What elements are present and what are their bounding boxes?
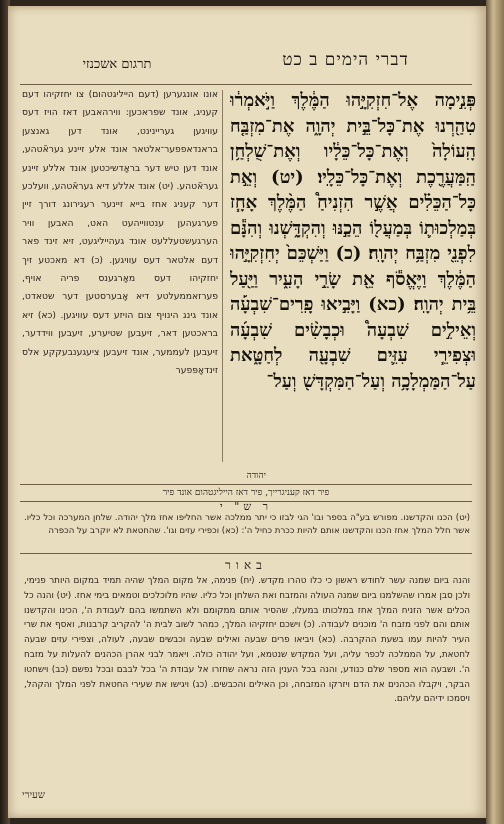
section-rule (20, 553, 472, 554)
catchword: יהודה (246, 471, 266, 481)
translation-continuation-line: פיר דאז קעניגרייך, פיר דאז הייליגטהום אונד פיר (20, 484, 472, 502)
biur-heading: באור (225, 558, 267, 572)
rashi-commentary: (יט) הכנו והקדשנו. מפורש בע"ה בספר ובו' הגי לבזו כי יתר ממלכה אשר החליפו אחז מלך יהודה. שלחן המערכה וכל כליו. אשר חלל המלך אחז הכנו והקדשנו אותם להיות ככרת כחיל ה': (כא) וכפירי עזים וגו'. שהחטאת לא יוקרב על הכפרה (24, 513, 470, 537)
running-title: דברי הימים ב כט (282, 50, 409, 70)
biur-commentary: והנה ביום שמנה עשר לחודש ראשון כי כלו טהרו מקדש. (יח) פנימה, אל מקום המלך שהיה תמיד במקום היותר פנימי, ולכן סבן אמרו שהשלמנו ביום שמנה העולה והמזבח ואת השלחן וכל כליו. שהיו מלוכלכים וטמאים בימי אחז. (יט) והנה כל הכלים אשר הזניח המלך אחז במלכותו במעלו, שהסיר אותם ממקומם ולא השתמשו בהם לעבודת ה', הכינו והקדשנו אותם והם לפני מזבח ה' מוכנים לעבודה. (כ) וישכם יחזקיהו המלך, כמהר לשוב לבית ה' להקריב קרבנות, ואסף את שרי העיר להיות עמו בשעת ההקרבה. (כא) ויביאו פרים שבעה ואילים שבעה וכבשים שבעה, לעולה, וצפירי עזים שבעה לחטאת, על הממלכה לכפר עליה, ועל המקדש שנטמא, ועל יהודה כולה. ויאמר לבני אהרן הכהנים להעלות על מזבח ה'. ושבעה הוא מספר שלם כנודע, והנה בכל הענין הזה נראה שחזרו אל עבודת ה' בכל לבבם ובכל נפשם (כב) וישחטו הבקר, ויקבלו הכהנים את הדם ויזרקו המזבחה, וכן האילים והכבשים. (כג) ויגישו את שעירי החטאת לפני המלך והקהל, ויסמכו ידיהם עליהם. (24, 576, 470, 705)
biblical-text-column (230, 88, 476, 466)
german-translation-column (22, 86, 218, 460)
translation-text: אונו אונגערען (דעם הייליגטהום) צו יחזקיהו דעם קעניג, אונד שפראכען: ווירהאבען דאז הויז דעס עוויגען געריינינט, אונד דען גאנצען בראנדאפפער־אלטאר אונד אלע זיינע געראֿטהע, אונד דען טיש דער בראָדשיכטען אונד אללע זיינע געראֿטהע. (יט) אונד אללע דיא געראֿטהע, וועלכע דער קעניג אחז בייא זיינער רעגירונג דורך זיין פערגעהען ענטווייהעט האט, האבען וויר הערגעשטעללעט אונד געהייליגעט, זיא זינד פאר דעם אלטאר דעס עוויגען. (כ) דא מאכטע זיך יחזקיהו דעס מאָרגענס פריה אויף, פערזאממעלטע דיא אָבערסטען דער שטאדט, אונד גינג הינויף צום הויזע דעס עוויגען. (כא) זיא בראכטען דאר, זיעבען שטיערע, זיעבען ווידדער, זיעבען לעממער, אונד זיעבען ציעגענבעקקע אלס זינדאָפּפער (22, 89, 218, 377)
biblical-text: פְּנִ֣ימָה אֶל־חִזְקִיָּ֣הוּ הַמֶּ֔לֶךְ וַיֹּ֣אמְר֔וּ טִהַ֖רְנוּ אֶת־כָּל־בֵּ֣ית יְהוָ֑ה אֶת־מִזְבַּ֤ח הָֽעוֹלָה֙ וְאֶת־כָּל־כֵּלָ֔יו וְאֶת־שֻׁלְחַ֥ן הַֽמַּעֲרֶ֖כֶת וְאֶת־כָּל־כֵּלָֽיו׃ (יט) וְאֵ֣ת כָּל־הַכֵּלִ֗ים אֲשֶׁ֣ר הִזְנִיחַ֩ הַמֶּ֨לֶךְ אָחָ֧ז בְּמַלְכוּת֛וֹ בְּמַעֲל֖וֹ הֵכַ֣נּוּ וְהִקְדָּ֑שְׁנוּ וְהִנָּ֕ם לִפְנֵ֖י מִזְבַּ֥ח יְהוָֽה׃ (כ) וַיַּשְׁכֵּם֙ יְחִזְקִיָּ֣הוּ הַמֶּ֔לֶךְ וַיֶּאֱסֹ֕ף אֵ֖ת שָׂרֵ֣י הָעִ֑יר וַיַּ֖עַל בֵּ֥ית יְהוָֽה׃ (כא) וַיָּבִ֣יאוּ פָֽרִים־שִׁבְעָ֡ה וְאֵילִ֣ים שִׁבְעָה֩ וּכְבָשִׂ֨ים שִׁבְעָ֜ה וּצְפִירֵ֧י עִזִּ֛ים שִׁבְעָ֖ה לְחַטָּ֑את עַל־הַמַּמְלָכָ֥ה וְעַל־הַמִּקְדָּשׁ֖ וְעַל־ (230, 90, 476, 392)
column-divider (222, 90, 223, 462)
page-edge (486, 0, 504, 824)
header-rule (20, 84, 472, 85)
targum-column-heading: תרגום אשכנזי (82, 57, 152, 72)
rashi-heading: ר ש" י (219, 500, 273, 513)
bottom-catchword: שעירי (22, 790, 45, 801)
